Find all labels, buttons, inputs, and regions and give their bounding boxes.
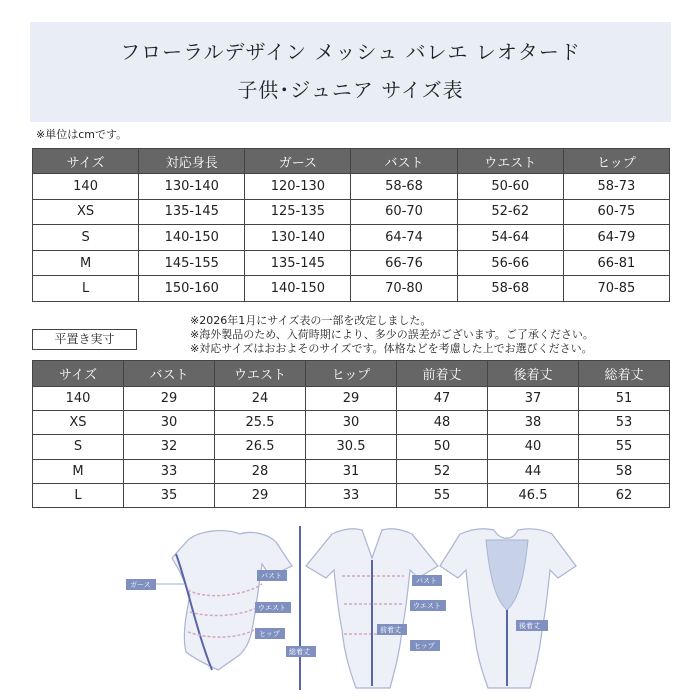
- svg-text:総着丈: 総着丈: [289, 648, 310, 656]
- size-table-header-cell: ウエスト: [457, 149, 563, 174]
- size-table-cell: 66-76: [351, 250, 457, 276]
- girth-label: [126, 579, 156, 590]
- flat-table-cell: 35: [124, 483, 215, 507]
- flat-table-cell: 33: [124, 459, 215, 483]
- flat-table-row: [33, 483, 670, 507]
- size-table-cell: 54-64: [457, 225, 563, 251]
- flat-table-row: [33, 435, 670, 459]
- size-table-cell: 145-155: [139, 250, 245, 276]
- flat-table-cell: 31: [306, 459, 397, 483]
- front-length-label: [377, 624, 407, 635]
- flat-table-header-cell: ヒップ: [306, 361, 397, 387]
- flat-table-header-cell: バスト: [124, 361, 215, 387]
- flat-table-cell: 62: [579, 483, 670, 507]
- flat-table-header-cell: 後着丈: [488, 361, 579, 387]
- size-table-cell: 120-130: [245, 174, 351, 200]
- size-table-row: [33, 250, 670, 276]
- flat-table-cell: 28: [215, 459, 306, 483]
- size-table-cell: 125-135: [245, 199, 351, 225]
- size-table-header-cell: サイズ: [33, 149, 139, 174]
- flat-table-cell: 24: [215, 387, 306, 411]
- flat-table-cell: 32: [124, 435, 215, 459]
- measurement-diagram: [0, 520, 700, 700]
- size-table-cell: 70-80: [351, 276, 457, 302]
- size-table-row: [33, 276, 670, 302]
- svg-text:ヒップ: ヒップ: [259, 630, 280, 638]
- size-table-cell: 56-66: [457, 250, 563, 276]
- flat-table-cell: 53: [579, 411, 670, 435]
- back-leotard: [440, 529, 576, 688]
- size-table-cell: L: [33, 276, 139, 302]
- flat-table-cell: 50: [397, 435, 488, 459]
- size-table-row: [33, 225, 670, 251]
- size-chart-title: 子供･ジュニア サイズ表: [237, 78, 464, 102]
- svg-text:前着丈: 前着丈: [380, 626, 401, 634]
- hip-label: [255, 628, 285, 639]
- flat-table-header-cell: サイズ: [33, 361, 124, 387]
- flat-table-cell: 29: [124, 387, 215, 411]
- size-table-cell: 150-160: [139, 276, 245, 302]
- flat-table-cell: 44: [488, 459, 579, 483]
- flat-table-cell: 29: [306, 387, 397, 411]
- flat-table-cell: 38: [488, 411, 579, 435]
- size-table-cell: 58-73: [563, 174, 669, 200]
- flat-table-cell: XS: [33, 411, 124, 435]
- flat-table-header-cell: 前着丈: [397, 361, 488, 387]
- flat-table-cell: S: [33, 435, 124, 459]
- flat-table-cell: 37: [488, 387, 579, 411]
- svg-text:ガース: ガース: [130, 581, 151, 589]
- size-table-cell: 130-140: [139, 174, 245, 200]
- flat-measurement-table: [32, 360, 670, 508]
- size-table-cell: 70-85: [563, 276, 669, 302]
- flat-table-cell: 48: [397, 411, 488, 435]
- note-line: ※対応サイズはおおよそのサイズです。体格などを考慮した上でお選びください。: [190, 342, 593, 355]
- flat-table-cell: 26.5: [215, 435, 306, 459]
- svg-text:バスト: バスト: [261, 572, 282, 580]
- flat-table-cell: 52: [397, 459, 488, 483]
- size-table-cell: XS: [33, 199, 139, 225]
- flat-table-header-cell: ウエスト: [215, 361, 306, 387]
- flat-table-cell: 46.5: [488, 483, 579, 507]
- flat-table-cell: 33: [306, 483, 397, 507]
- flat-table-cell: M: [33, 459, 124, 483]
- size-table-cell: 135-145: [245, 250, 351, 276]
- flat-table-cell: 40: [488, 435, 579, 459]
- size-table-cell: 66-81: [563, 250, 669, 276]
- total-length-label: [286, 646, 316, 657]
- size-table-row: [33, 199, 670, 225]
- flat-table-cell: 58: [579, 459, 670, 483]
- flat-table-cell: 29: [215, 483, 306, 507]
- size-table-row: [33, 174, 670, 200]
- flat-table-cell: 30: [124, 411, 215, 435]
- svg-text:バスト: バスト: [416, 577, 437, 585]
- size-table-header-cell: 対応身長: [139, 149, 245, 174]
- flat-table-cell: 140: [33, 387, 124, 411]
- size-table-cell: 60-70: [351, 199, 457, 225]
- svg-text:ウエスト: ウエスト: [413, 602, 441, 610]
- size-table-cell: S: [33, 225, 139, 251]
- bust-label: [257, 570, 287, 581]
- flat-measurement-label: 平置き実寸: [32, 329, 137, 350]
- svg-text:ヒップ: ヒップ: [414, 642, 435, 650]
- svg-text:ウエスト: ウエスト: [258, 604, 286, 612]
- size-table-cell: 140-150: [245, 276, 351, 302]
- waist-label: [255, 602, 291, 613]
- flat-table-cell: 51: [579, 387, 670, 411]
- back-length-label: [516, 620, 548, 631]
- size-table-cell: 140: [33, 174, 139, 200]
- title-banner: [30, 22, 671, 122]
- size-table-header-cell: バスト: [351, 149, 457, 174]
- svg-text:後着丈: 後着丈: [519, 622, 540, 630]
- size-table-cell: 52-62: [457, 199, 563, 225]
- flat-table-cell: L: [33, 483, 124, 507]
- unit-note: ※単位はcmです。: [36, 128, 128, 141]
- size-table-cell: 140-150: [139, 225, 245, 251]
- size-table-cell: 58-68: [457, 276, 563, 302]
- front-bust-label: [412, 575, 442, 586]
- flat-table-cell: 30: [306, 411, 397, 435]
- size-table-cell: 64-79: [563, 225, 669, 251]
- flat-table-header-cell: 総着丈: [579, 361, 670, 387]
- size-table-cell: 58-68: [351, 174, 457, 200]
- size-table-header-cell: ヒップ: [563, 149, 669, 174]
- flat-table-cell: 55: [397, 483, 488, 507]
- size-table-cell: 64-74: [351, 225, 457, 251]
- size-table-header-cell: ガース: [245, 149, 351, 174]
- note-line: ※2026年1月にサイズ表の一部を改定しました。: [190, 314, 432, 327]
- note-line: ※海外製品のため、入荷時期により、多少の誤差がございます。ご了承ください。: [190, 328, 594, 341]
- flat-table-cell: 30.5: [306, 435, 397, 459]
- front-hip-label: [410, 640, 440, 651]
- size-table: [32, 148, 670, 302]
- flat-table-row: [33, 387, 670, 411]
- flat-table-cell: 47: [397, 387, 488, 411]
- flat-table-row: [33, 411, 670, 435]
- front-waist-label: [410, 600, 446, 611]
- notes: [190, 314, 594, 356]
- size-table-cell: 50-60: [457, 174, 563, 200]
- flat-table-cell: 25.5: [215, 411, 306, 435]
- size-table-cell: 135-145: [139, 199, 245, 225]
- product-title: フローラルデザイン メッシュ バレエ レオタード: [120, 40, 581, 64]
- size-table-cell: 60-75: [563, 199, 669, 225]
- flat-table-row: [33, 459, 670, 483]
- flat-table-cell: 55: [579, 435, 670, 459]
- size-table-cell: 130-140: [245, 225, 351, 251]
- size-table-cell: M: [33, 250, 139, 276]
